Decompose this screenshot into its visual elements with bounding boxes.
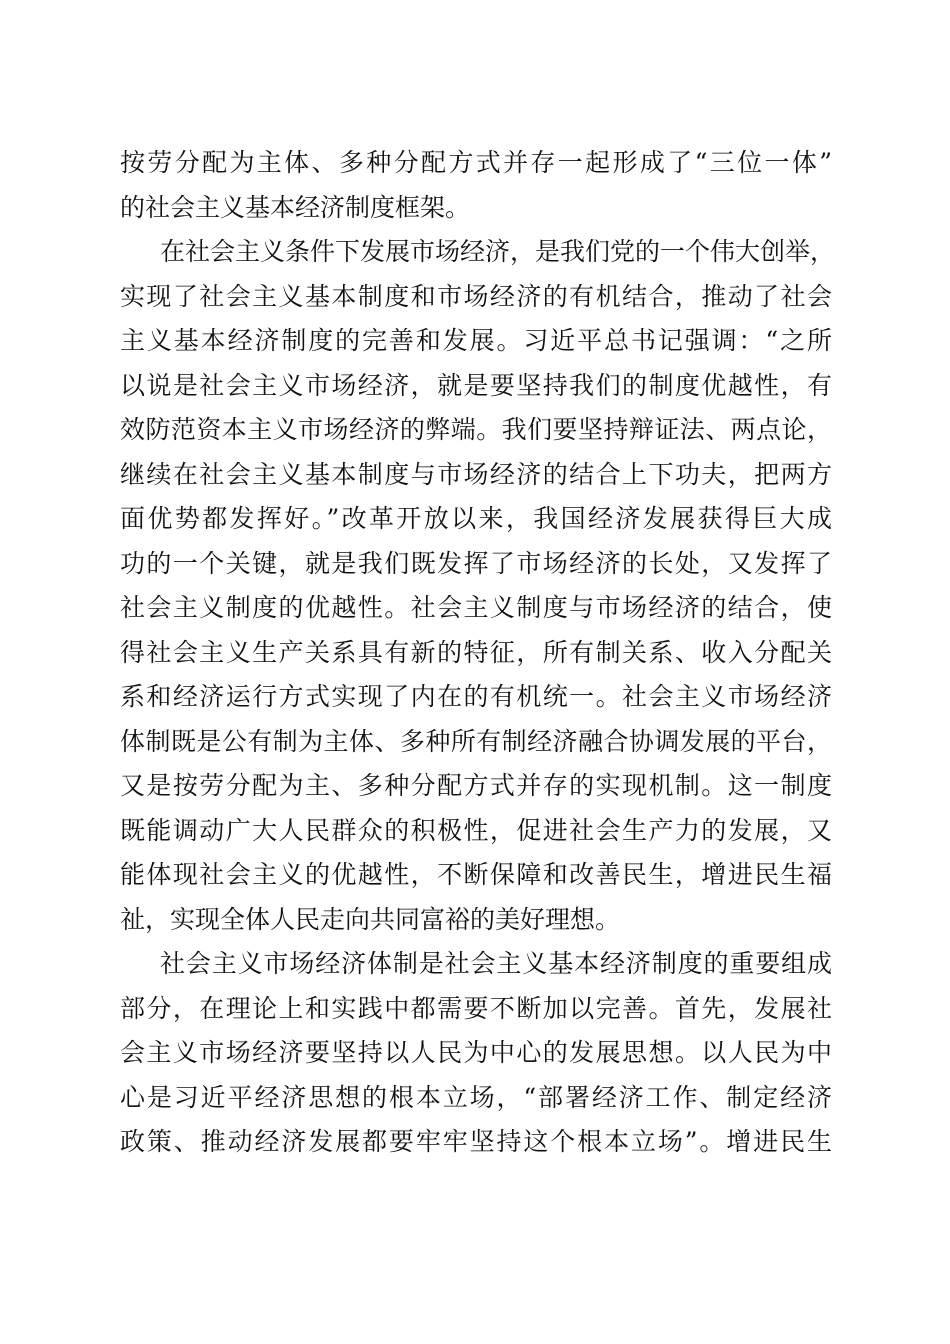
text-line: 既能调动广大人民群众的积极性，促进社会生产力的发展，又 — [120, 815, 832, 845]
text-line: 效防范资本主义市场经济的弊端。我们要坚持辩证法、两点论， — [120, 415, 832, 444]
text-line: 按劳分配为主体、多种分配方式并存一起形成了“三位一体” — [120, 148, 832, 177]
text-line: 功的一个关键，就是我们既发挥了市场经济的长处，又发挥了 — [120, 548, 832, 578]
text-line: 得社会主义生产关系具有新的特征，所有制关系、收入分配关 — [120, 637, 832, 667]
text-line: 实现了社会主义基本制度和市场经济的有机结合，推动了社会 — [120, 281, 832, 311]
text-line: 会主义市场经济要坚持以人民为中心的发展思想。以人民为中 — [120, 1038, 832, 1067]
text-line: 继续在社会主义基本制度与市场经济的结合上下功夫，把两方 — [120, 459, 832, 489]
text-line: 社会主义市场经济体制是社会主义基本经济制度的重要组成 — [160, 949, 832, 978]
text-line: 部分，在理论上和实践中都需要不断加以完善。首先，发展社 — [120, 993, 832, 1023]
text-line: 主义基本经济制度的完善和发展。习近平总书记强调：“之所 — [120, 326, 832, 355]
text-line: 在社会主义条件下发展市场经济，是我们党的一个伟大创举， — [160, 237, 836, 266]
text-line: 体制既是公有制为主体、多种所有制经济融合协调发展的平台， — [120, 726, 832, 756]
text-line: 的社会主义基本经济制度框架。 — [120, 192, 471, 222]
text-line: 心是习近平经济思想的根本立场，“部署经济工作、制定经济 — [120, 1082, 832, 1112]
text-line: 祉，实现全体人民走向共同富裕的美好理想。 — [120, 904, 621, 934]
body-text — [120, 141, 836, 1165]
text-line: 系和经济运行方式实现了内在的有机统一。社会主义市场经济 — [120, 682, 832, 711]
text-line: 能体现社会主义的优越性，不断保障和改善民生，增进民生福 — [120, 860, 832, 889]
text-line: 政策、推动经济发展都要牢牢坚持这个根本立场”。增进民生 — [120, 1127, 832, 1156]
text-line: 又是按劳分配为主、多种分配方式并存的实现机制。这一制度 — [120, 771, 832, 800]
paragraph — [120, 141, 832, 230]
text-line: 社会主义制度的优越性。社会主义制度与市场经济的结合，使 — [120, 593, 832, 622]
text-line: 以说是社会主义市场经济，就是要坚持我们的制度优越性，有 — [120, 370, 832, 400]
paragraph — [120, 942, 832, 1165]
paragraph — [120, 230, 836, 942]
text-line: 面优势都发挥好。”改革开放以来，我国经济发展获得巨大成 — [120, 504, 832, 533]
